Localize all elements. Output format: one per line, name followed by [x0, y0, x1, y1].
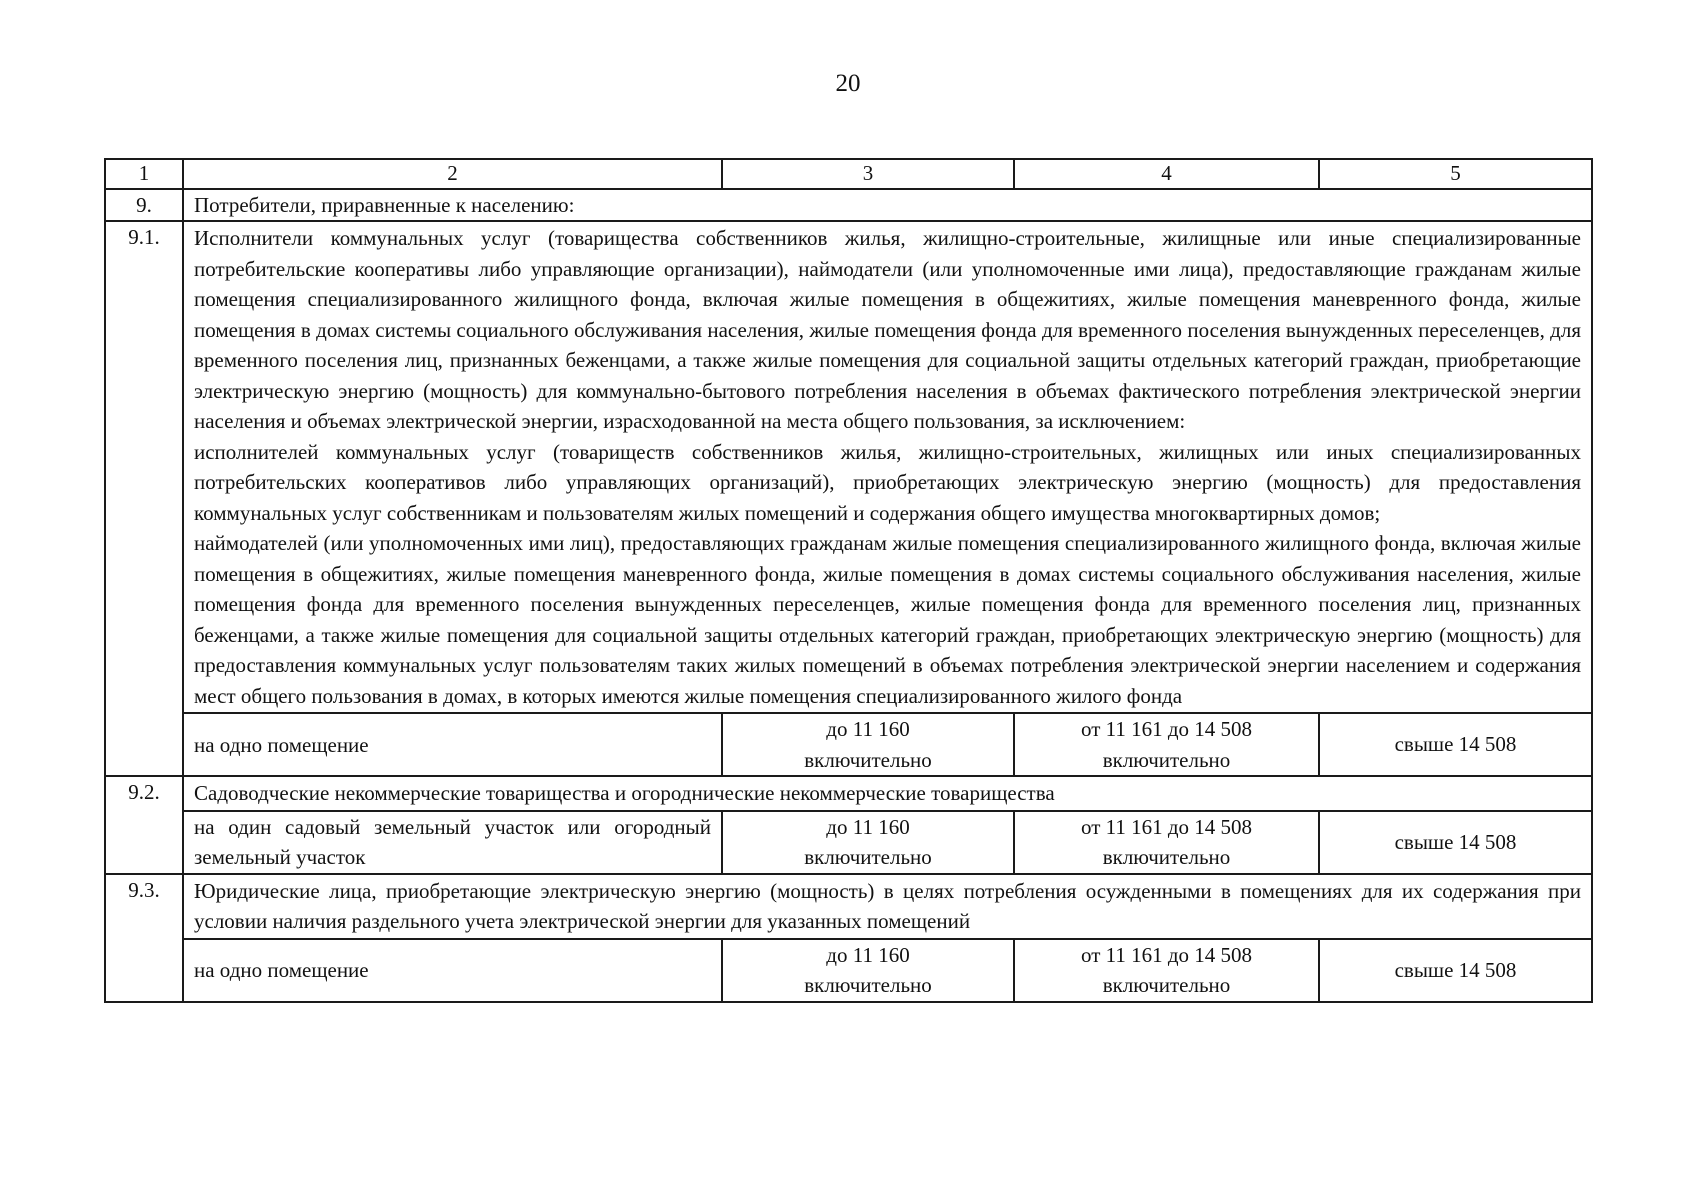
- range-value: до 11 160: [826, 814, 910, 839]
- section-title: Потребители, приравненные к населению:: [183, 189, 1592, 221]
- range-value: от 11 161 до 14 508: [1080, 814, 1253, 839]
- range-low: [722, 713, 1014, 776]
- value-row: [105, 939, 1592, 1002]
- column-number-row: [105, 159, 1592, 189]
- range-qualifier: включительно: [1102, 845, 1231, 869]
- range-qualifier: включительно: [804, 747, 932, 772]
- range-value: от 11 161 до 14 508: [1080, 717, 1253, 741]
- column-number-header: 3: [722, 159, 1014, 189]
- table-row: [105, 221, 1592, 713]
- range-qualifier: включительно: [804, 973, 932, 997]
- column-number-header: 4: [1014, 159, 1319, 189]
- range-mid: [1014, 811, 1319, 874]
- row-number: 9.3.: [105, 874, 183, 1002]
- description-paragraph: исполнителей коммунальных услуг (товариществ собственников жилья, жилищно-строительных, жилищных или иных специализированных потребительских кооперативов либо управляющих организаций), приобретающих электрическую энергию (мощность) для предоставления коммунальных услуг собственникам и пользователям жилых помещений и содержания общего имущества многоквартирных домов;: [194, 439, 1581, 525]
- range-low: [722, 939, 1014, 1002]
- description-paragraph: наймодателей (или уполномоченных ими лиц), предоставляющих гражданам жилые помещения специализированного жилищного фонда, включая жилые помещения в общежитиях, жилые помещения маневренного фонда, жилые помещения в домах системы социального обслуживания населения, жилые помещения фонда для временного поселения вынужденных переселенцев, жилые помещения фонда для временного поселения лиц, признанных беженцами, а также жилые помещения для социальной защиты отдельных категорий граждан, приобретающих электрическую энергию (мощность) для предоставления коммунальных услуг пользователям таких жилых помещений в объемах потребления электрической энергии населением и содержания мест общего пользования в домах, в которых имеются жилые помещения специализированного жилого фонда: [194, 531, 1581, 708]
- value-row: [105, 811, 1592, 874]
- tariff-table: [104, 158, 1593, 1003]
- description-paragraph: Юридические лица, приобретающие электрическую энергию (мощность) в целях потребления осужденными в помещениях для их содержания при условии наличия раздельного учета электрической энергии для указанных помещений: [194, 878, 1581, 933]
- table-row: [105, 776, 1592, 811]
- section-row: [105, 189, 1592, 221]
- row-number: 9.2.: [105, 776, 183, 874]
- column-number-header: 1: [105, 159, 183, 189]
- row-number: 9.1.: [105, 221, 183, 776]
- range-mid: [1014, 939, 1319, 1002]
- description-paragraph: Исполнители коммунальных услуг (товарищества собственников жилья, жилищно-строительные, жилищные или иные специализированные потребительские кооперативы либо управляющие организации), наймодатели (или уполномоченные ими лица), предоставляющие гражданам жилые помещения специализированного жилищного фонда, включая жилые помещения в общежитиях, жилые помещения маневренного фонда, жилые помещения в домах системы социального обслуживания населения, жилые помещения фонда для временного поселения вынужденных переселенцев, для временного поселения лиц, признанных беженцами, а также жилые помещения для социальной защиты отдельных категорий граждан, приобретающие электрическую энергию (мощность) для коммунально-бытового потребления населения в объемах фактического потребления электрической энергии населения и объемах электрической энергии, израсходованной на места общего пользования, за исключением:: [194, 226, 1581, 433]
- range-qualifier: включительно: [1102, 973, 1231, 997]
- range-high: свыше 14 508: [1319, 713, 1592, 776]
- section-number: 9.: [105, 189, 183, 221]
- range-value: до 11 160: [826, 717, 910, 741]
- row-description: [183, 776, 1592, 811]
- range-mid: [1014, 713, 1319, 776]
- description-paragraph: Садоводческие некоммерческие товарищества и огороднические некоммерческие товарищества: [194, 781, 1055, 805]
- column-number-header: 2: [183, 159, 722, 189]
- range-low: [722, 811, 1014, 874]
- column-number-header: 5: [1319, 159, 1592, 189]
- range-value: до 11 160: [826, 942, 910, 967]
- row-description: [183, 221, 1592, 713]
- row-description: [183, 874, 1592, 939]
- range-value: от 11 161 до 14 508: [1080, 942, 1253, 967]
- unit-label: на одно помещение: [183, 713, 722, 776]
- range-qualifier: включительно: [1102, 747, 1231, 772]
- unit-label: на один садовый земельный участок или огородный земельный участок: [183, 811, 722, 874]
- range-high: свыше 14 508: [1319, 939, 1592, 1002]
- range-high: свыше 14 508: [1319, 811, 1592, 874]
- page-number: 20: [835, 70, 861, 97]
- unit-label: на одно помещение: [183, 939, 722, 1002]
- table-row: [105, 874, 1592, 939]
- value-row: [105, 713, 1592, 776]
- range-qualifier: включительно: [804, 845, 932, 869]
